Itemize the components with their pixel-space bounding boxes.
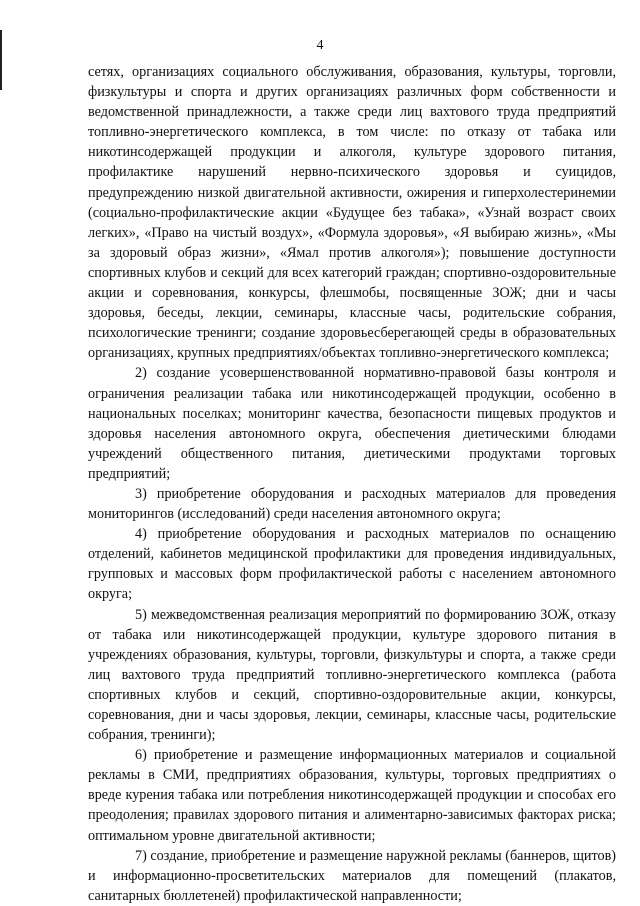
body-text bbox=[88, 62, 616, 906]
paragraph-item-6: 6) приобретение и размещение информационных материалов и социальной рекламы в СМИ, предприятиях образования, культуры, торговых предприятиях о вреде курения табака или потребления никотинсодержащей продукции и способах его преодоления; правилах здорового питания и алиментарно-зависимых факторах риска; оптимальном уровне двигательной активности; bbox=[88, 747, 616, 844]
paragraph-item-2: 2) создание усовершенствованной нормативно-правовой базы контроля и ограничения реализации табака или никотинсодержащей продукции, особенно в национальных поселках; мониторинг качества, безопасности пищевых продуктов и здоровья населения автономного округа, обеспечения диетическими блюдами учреждений общественного питания, диетическими продуктами торговых предприятий; bbox=[88, 365, 616, 482]
paragraph-continuation: сетях, организациях социального обслуживания, образования, культуры, торговли, физкультуры и спорта и других организациях различных форм собственности и ведомственной принадлежности, а также среди лиц вахтового труда предприятий топливно-энергетического комплекса, в том числе: по отказу от табака или никотинсодержащей продукции и алкоголя, культуре здорового питания, профилактике нарушений нервно-психического здоровья и суицидов, предупреждению низкой двигательной активности, ожирения и гиперхолестеринемии (социально-профилактические акции «Будущее без табака», «Узнай возраст своих легких», «Право на чистый воздух», «Формула здоровья», «Я выбираю жизнь», «Мы за здоровый образ жизни», «Ямал против алкоголя»); повышение доступности спортивных клубов и секций для всех категорий граждан; спортивно-оздоровительные акции и соревнования, конкурсы, флешмобы, посвященные ЗОЖ; дни и часы здоровья, беседы, лекции, семинары, классные часы, родительские собрания, психологические тренинги; создание здоровьесберегающей среды в образовательных организациях, крупных предприятиях/объектах топливно-энергетического комплекса; bbox=[88, 64, 616, 362]
paragraph-item-5: 5) межведомственная реализация мероприятий по формированию ЗОЖ, отказу от табака или никотинсодержащей продукции, культуре здорового питания в учреждениях образования, культуры, торговли, физкультуры и спорта, а также среди лиц вахтового труда предприятий топливно-энергетического комплекса (работа спортивных клубов и секций, спортивно-оздоровительные акции, конкурсы, соревнования, дни и часы здоровья, лекции, семинары, классные часы, родительские собрания, тренинги); bbox=[88, 606, 616, 744]
paragraph-item-3: 3) приобретение оборудования и расходных материалов для проведения мониторингов (исследований) среди населения автономного округа; bbox=[88, 485, 616, 523]
paragraph-item-7: 7) создание, приобретение и размещение наружной рекламы (баннеров, щитов) и информационно-просветительских материалов для помещений (плакатов, санитарных бюллетеней) профилактической направленности; bbox=[88, 847, 616, 904]
paragraph-item-4: 4) приобретение оборудования и расходных материалов по оснащению отделений, кабинетов медицинской профилактики для проведения индивидуальных, групповых и массовых форм профилактической работы с населением автономного округа; bbox=[88, 526, 616, 603]
page-number: 4 bbox=[316, 38, 324, 53]
